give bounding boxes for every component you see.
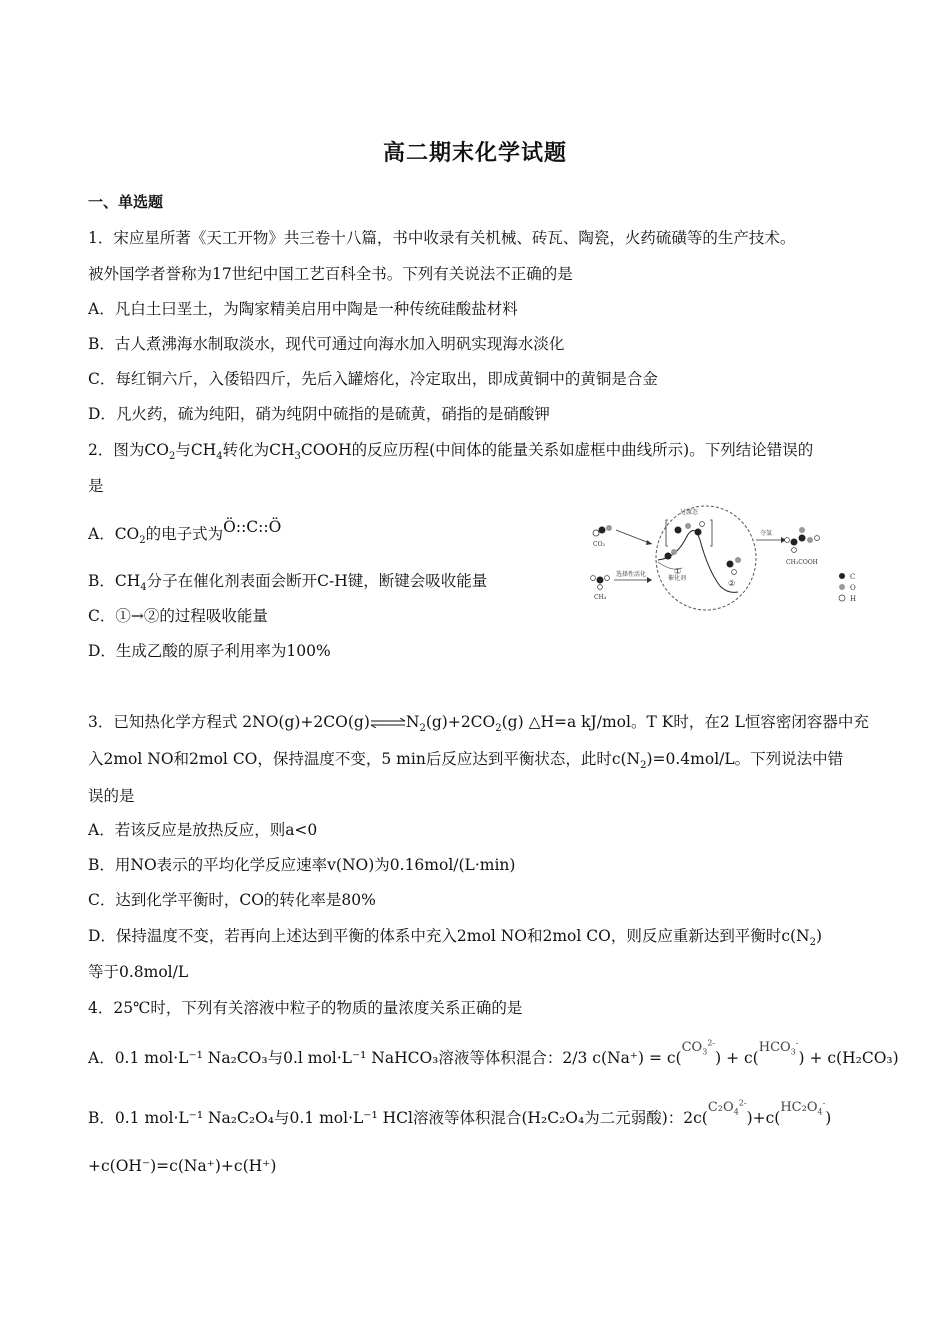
q2-text-a: 2．图为CO	[88, 441, 169, 459]
q2-text-b: 与CH	[175, 441, 217, 459]
q2-text-d: COOH的反应历程(中间体的能量关系如虚框中曲线所示)。下列结论错误的	[300, 441, 814, 459]
hydrogen-oxalate-formula: HC₂O	[780, 1100, 818, 1115]
q1-stem-line1: 1．宋应星所著《天工开物》共三卷十八篇，书中收录有关机械、砖瓦、陶瓷，火药硫磺等的生产技术。	[88, 229, 796, 247]
energy-curve	[658, 530, 738, 592]
bicarbonate-ion: $HCO_3^-$	[758, 1038, 799, 1057]
q2-a-text2: 的电子式为	[145, 525, 224, 543]
oxalate-ion: $C_2O_4^{2-}$	[707, 1098, 747, 1117]
equilibrium-arrow-icon	[370, 718, 406, 728]
q3-option-d-line1: D．保持温度不变，若再向上述达到平衡的体系中充入2mol NO和2mol CO，则反应重新达到平衡时$c(N_2)$	[88, 927, 823, 949]
ch4-label: CH₄	[594, 594, 607, 601]
q2-stem-line1: 2．图为$CO_2$与$CH_4$转化为$CH_3COOH$的反应历程(中间体的能量关系如虚框中曲线所示)。下列结论错误的	[88, 441, 814, 463]
c-atom	[799, 535, 806, 542]
q1-option-c: C．每红铜六斤，入倭铅四斤，先后入罐熔化，冷定取出，即成黄铜中的黄铜是合金	[88, 370, 658, 388]
q2-b-text2: 分子在催化剂表面会断开C-H键，断键会吸收能量	[146, 572, 488, 590]
q3-text-f: )=0.4mol/L。下列说法中错	[646, 750, 844, 768]
h-atom	[785, 538, 790, 543]
q2-a-text1: A．CO	[88, 525, 140, 543]
q2-option-c: C．①→②的过程吸收能量	[88, 607, 268, 625]
h-atom	[792, 548, 797, 553]
oxalate-formula: C₂O	[707, 1100, 734, 1115]
state-2-label: ②	[728, 579, 736, 588]
q4-option-b-line2: +c(OH⁻)=c(Na⁺)+c(H⁺)	[88, 1157, 277, 1175]
q2-text-c: 转化为CH	[222, 441, 295, 459]
q3-stem-line3: 误的是	[88, 787, 135, 805]
q4-b-text3: )	[825, 1109, 832, 1128]
q3-stem-line1: 3．已知热化学方程式 2NO(g)+2CO(g) $N_2(g)+2CO_2(g)$ △H=a kJ/mol。T K时，在2 L恒容密闭容器中充	[88, 713, 869, 735]
bracket-right	[710, 520, 712, 546]
state-1-label: ①	[674, 567, 682, 576]
q3-text-e: 入2mol NO和2mol CO，保持温度不变，5 min后反应达到平衡状态，此时c(N	[88, 750, 641, 768]
hydrogen-oxalate-ion: $HC_2O_4^-$	[780, 1098, 826, 1117]
q4-a-text3: ) + c(H₂CO₃)	[798, 1049, 899, 1068]
transition-state-label: 过渡态	[680, 509, 699, 516]
q2-b-text1: B．CH	[88, 572, 141, 590]
q2-option-a: A．$CO_2$的电子式为Ö::C::Ö	[88, 518, 282, 547]
arrow-head	[646, 540, 652, 545]
bicarbonate-formula: HCO	[758, 1040, 791, 1055]
o-atom	[671, 549, 677, 555]
legend-h-marker	[839, 595, 845, 601]
q3-d-text1: D．保持温度不变，若再向上述达到平衡的体系中充入2mol NO和2mol CO，则反应重新达到平衡时c(N	[88, 927, 810, 945]
h-abstraction-label: 夺氢	[760, 530, 773, 537]
c-atom	[665, 553, 672, 560]
q1-option-d: D．凡火药，硫为纯阳，硝为纯阴中硫指的是硫黄，硝指的是硝酸钾	[88, 405, 550, 423]
q4-a-text1: A．0.1 mol·L⁻¹ Na₂CO₃与0.l mol·L⁻¹ NaHCO₃溶液等体积混合：2/3 c(Na⁺) = c(	[88, 1049, 682, 1068]
h-atom	[732, 570, 737, 575]
arrow-co2	[616, 530, 652, 544]
arrow-head	[647, 577, 652, 583]
q2-option-b: B．$CH_4$分子在催化剂表面会断开C-H键，断键会吸收能量	[88, 572, 488, 594]
q4-b-text2: )+c(	[746, 1109, 781, 1128]
h-atom	[700, 522, 705, 527]
q3-text-b: N	[405, 713, 420, 731]
q2-option-d: D．生成乙酸的原子利用率为100%	[88, 642, 331, 660]
h-atom	[598, 585, 603, 590]
q4-b-text1: B．0.1 mol·L⁻¹ Na₂C₂O₄与0.1 mol·L⁻¹ HCl溶液等体积混合(H₂C₂O₄为二元弱酸)：2c(	[88, 1109, 708, 1128]
legend-c: C	[850, 573, 856, 581]
q3-option-a: A．若该反应是放热反应，则a<0	[88, 821, 318, 839]
q1-stem-line2: 被外国学者誉称为17世纪中国工艺百科全书。下列有关说法不正确的是	[88, 265, 573, 283]
q2-stem-line2: 是	[88, 477, 104, 495]
h-atom	[591, 576, 596, 581]
co2-label: CO₂	[593, 541, 605, 548]
o-atom	[593, 530, 599, 536]
o-atom	[685, 523, 691, 529]
reaction-mechanism-diagram	[588, 500, 868, 612]
o-atom	[735, 557, 741, 563]
o-atom	[807, 537, 813, 543]
catalyst-label: 催化剂	[668, 575, 687, 582]
o-atom	[799, 527, 805, 533]
legend-o: O	[850, 584, 856, 592]
section-heading: 一、单选题	[88, 193, 164, 211]
c-atom	[675, 527, 682, 534]
q4-option-b-line1	[88, 1098, 832, 1128]
product-label: CH₃COOH	[786, 559, 818, 566]
c-atom	[791, 539, 798, 546]
carbonate-ion: $CO_3^{2-}$	[681, 1038, 716, 1057]
q3-text-c: (g)+2CO	[425, 713, 496, 731]
o-atom	[606, 525, 612, 531]
q3-option-b: B．用NO表示的平均化学反应速率v(NO)为0.16mol/(L·min)	[88, 856, 516, 874]
legend-c-marker	[839, 573, 845, 579]
legend-h: H	[850, 595, 857, 603]
c-atom	[599, 527, 606, 534]
h-atom	[815, 536, 820, 541]
carbonate-formula: CO	[681, 1040, 703, 1055]
legend-o-marker	[839, 584, 845, 590]
c-atom	[727, 561, 734, 568]
q3-option-d-line2: 等于0.8mol/L	[88, 963, 189, 981]
q1-option-b: B．古人煮沸海水制取淡水，现代可通过向海水加入明矾实现海水淡化	[88, 335, 565, 353]
q3-d-text2: )	[815, 927, 823, 945]
h-atom	[605, 576, 610, 581]
q1-option-a: A．凡白土曰垩土，为陶家精美启用中陶是一种传统硅酸盐材料	[88, 300, 518, 318]
q3-stem-line2: 入2mol NO和2mol CO，保持温度不变，5 min后反应达到平衡状态，此时$c(N_2)=0.4mol/L$。下列说法中错	[88, 750, 844, 772]
page-title: 高二期末化学试题	[382, 141, 567, 166]
activation-label: 选择性活化	[616, 571, 647, 578]
q4-a-text2: ) + c(	[715, 1049, 759, 1068]
c-atom	[597, 577, 604, 584]
q3-text-a: 3．已知热化学方程式 2NO(g)+2CO(g)	[88, 713, 370, 731]
q4-stem: 4．25℃时，下列有关溶液中粒子的物质的量浓度关系正确的是	[88, 999, 523, 1017]
co2-lewis-structure: Ö::C::Ö	[223, 518, 282, 536]
q3-text-d: (g) △H=a kJ/mol。T K时，在2 L恒容密闭容器中充	[501, 713, 869, 731]
q4-option-a	[88, 1038, 899, 1068]
q3-option-c: C．达到化学平衡时，CO的转化率是80%	[88, 891, 376, 909]
